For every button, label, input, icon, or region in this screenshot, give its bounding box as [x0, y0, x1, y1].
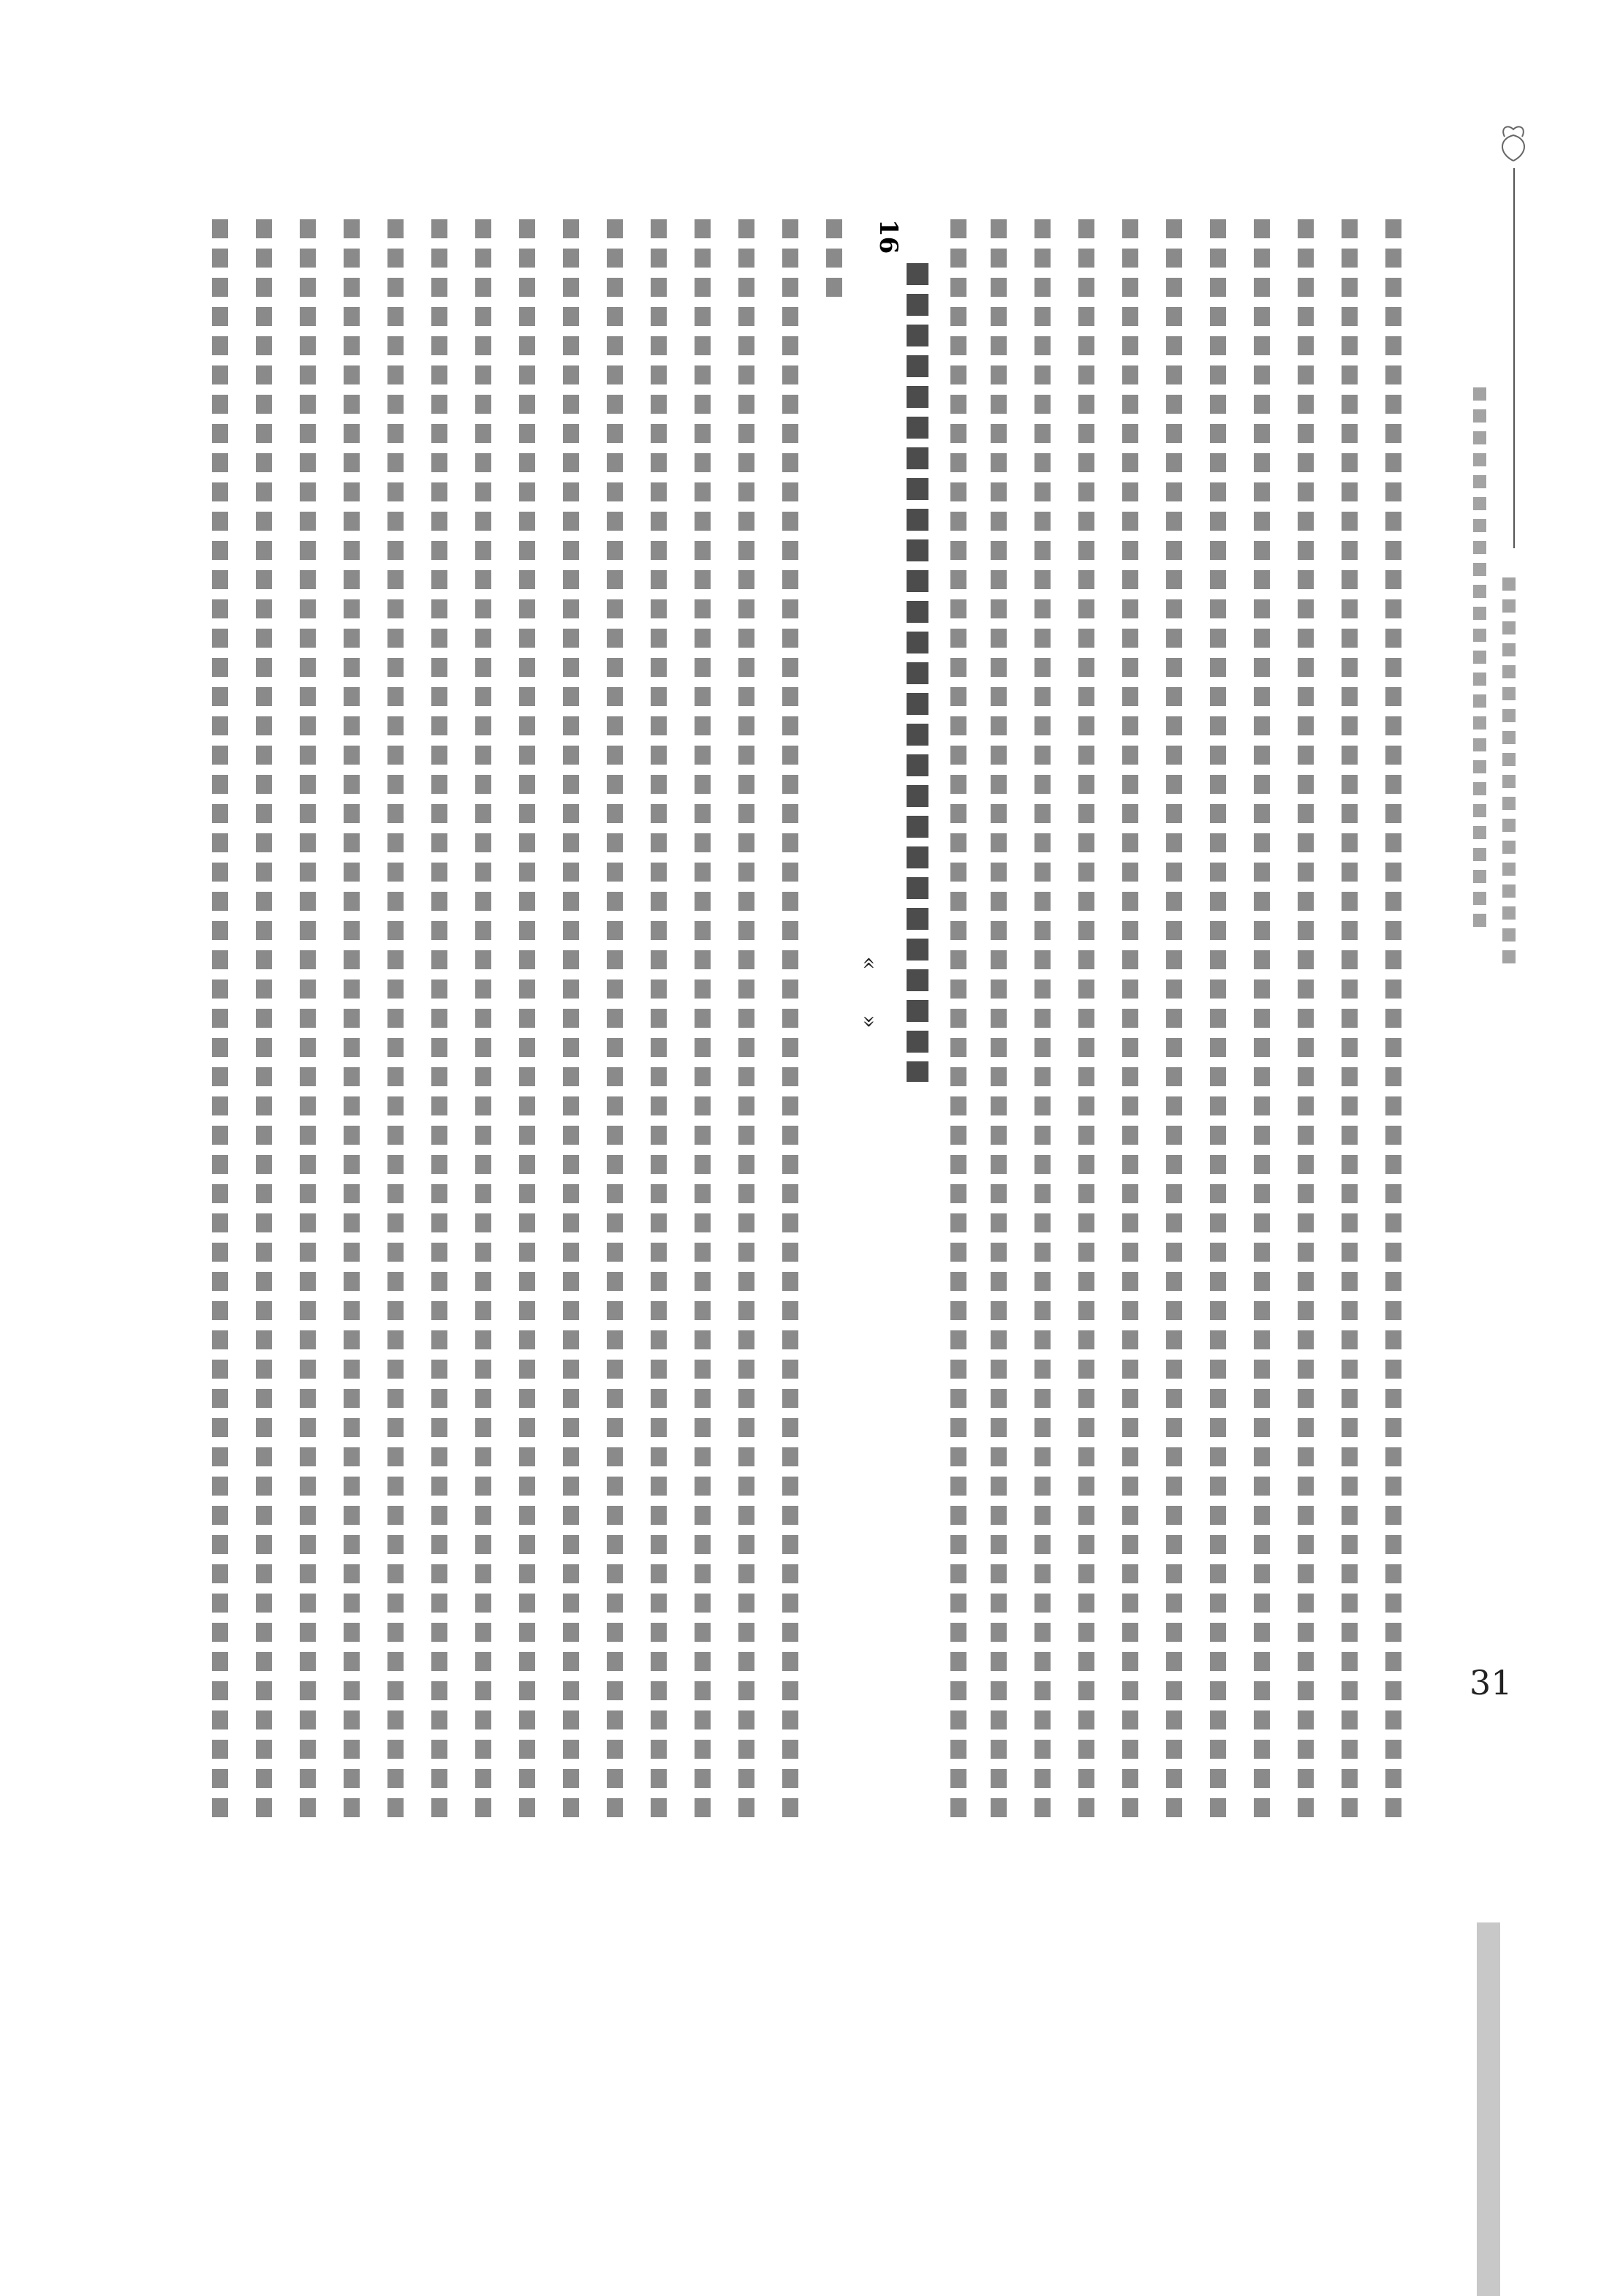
page-number: 31 [1469, 1663, 1513, 1702]
quote-open: « [856, 956, 882, 970]
quote-close: » [856, 1015, 882, 1028]
ornament-icon [1491, 121, 1535, 164]
text-column [519, 219, 535, 1820]
text-column [991, 219, 1007, 1820]
question-heading [907, 263, 928, 1082]
text-column [1166, 219, 1182, 1820]
text-column [1298, 219, 1314, 1820]
text-column [1210, 219, 1226, 1820]
text-column [387, 219, 404, 1820]
running-header-line [1502, 577, 1516, 972]
text-column [607, 219, 623, 1820]
text-column [300, 219, 316, 1820]
text-column [695, 219, 711, 1820]
text-column [1254, 219, 1270, 1820]
page-edge-tab [1477, 1922, 1500, 2296]
question-number: 16 [874, 219, 903, 254]
text-column [1122, 219, 1138, 1820]
text-column [563, 219, 579, 1820]
text-column [1385, 219, 1401, 1820]
text-column [344, 219, 360, 1820]
text-column [826, 219, 842, 307]
text-column [651, 219, 667, 1820]
text-column [212, 219, 228, 1820]
text-column [1078, 219, 1094, 1820]
text-column [782, 219, 798, 1820]
text-column [1034, 219, 1051, 1820]
running-header-line [1473, 387, 1486, 936]
text-column [475, 219, 491, 1820]
text-column [256, 219, 272, 1820]
text-column [950, 219, 966, 1820]
text-column [1342, 219, 1358, 1820]
text-column [738, 219, 754, 1820]
header-rule [1513, 168, 1515, 548]
text-column [431, 219, 447, 1820]
